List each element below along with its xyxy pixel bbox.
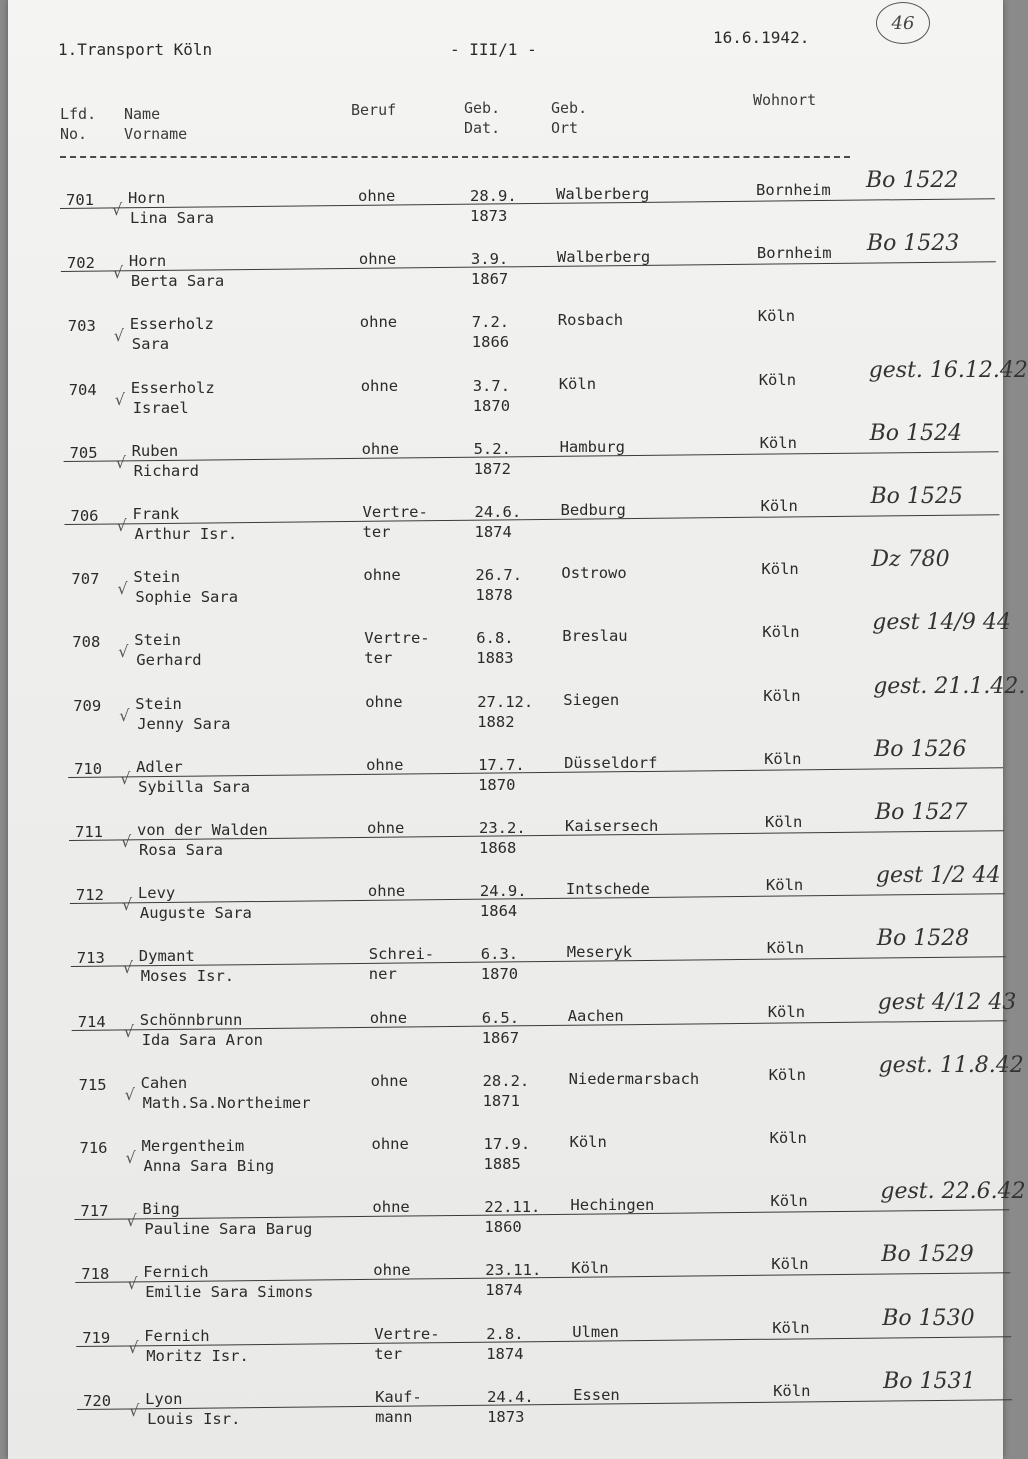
entry-row: [13, 547, 1008, 619]
handwritten-note: Bo 1530: [882, 1305, 975, 1331]
entry-profession: Vertre-: [374, 1324, 440, 1343]
check-mark-icon: √: [114, 389, 125, 409]
entry-residence: Köln: [767, 1002, 806, 1021]
entry-row: [13, 484, 1008, 556]
handwritten-note: gest 4/12 43: [877, 989, 1017, 1015]
entry-surname: Mergentheim: [141, 1137, 245, 1155]
entry-surname: Bing: [142, 1200, 180, 1219]
entry-given-name: Moritz Isr.: [146, 1346, 249, 1365]
entry-row: [10, 306, 1005, 366]
check-mark-icon: √: [126, 1211, 137, 1231]
entry-residence: Bornheim: [756, 244, 832, 263]
entry-birth-year: 1885: [483, 1155, 521, 1173]
entry-birth-place: Kaisersech: [565, 817, 659, 835]
entry-surname: Ruben: [131, 441, 179, 460]
section-label: - III/1 -: [450, 40, 537, 59]
entry-birth-place: Essen: [573, 1385, 620, 1404]
entry-residence: Köln: [770, 1192, 808, 1211]
entry-birth-place: Intschede: [565, 880, 650, 899]
entry-birth-place: Niedermarsbach: [568, 1069, 700, 1088]
handwritten-note: Bo 1527: [875, 800, 968, 825]
entry-residence: Köln: [765, 876, 804, 895]
entry-number: 709: [73, 696, 102, 715]
entry-birth-date: 3.9.: [470, 250, 509, 269]
entry-surname: Levy: [137, 884, 176, 903]
entry-birth-date: 6.3.: [480, 945, 519, 964]
entry-birth-place: Walberberg: [556, 185, 650, 203]
handwritten-note: Bo 1531: [883, 1368, 976, 1394]
entry-surname: von der Walden: [137, 821, 268, 839]
entry-given-name: Pauline Sara Barug: [144, 1220, 313, 1239]
entry-profession: ohne: [367, 882, 406, 901]
entry-given-name: Anna Sara Bing: [143, 1157, 275, 1175]
entry-profession: Schrei-: [368, 945, 435, 964]
entry-number: 705: [69, 443, 98, 462]
entry-birth-year: 1867: [470, 270, 509, 289]
handwritten-note: Dz 780: [871, 547, 950, 573]
entry-residence: Köln: [764, 749, 802, 768]
entry-birth-place: Aachen: [567, 1006, 624, 1025]
entry-row: [17, 800, 1012, 872]
entry-profession: ohne: [363, 566, 401, 585]
entry-number: 716: [79, 1139, 108, 1157]
entry-birth-year: 1874: [474, 523, 512, 541]
entry-birth-year: 1866: [471, 333, 510, 352]
entry-surname: Esserholz: [130, 378, 215, 397]
entry-given-name: Auguste Sara: [139, 904, 252, 923]
check-mark-icon: √: [119, 705, 130, 725]
column-geb-dat: Geb. Dat.: [464, 99, 501, 137]
column-lfd-no: Lfd. No.: [60, 105, 97, 143]
entry-birth-year: 1867: [481, 1028, 520, 1047]
entry-birth-year: 1870: [472, 396, 511, 415]
entry-profession: ohne: [372, 1198, 410, 1217]
entry-birth-year: 1871: [482, 1091, 520, 1110]
entry-row: [19, 926, 1014, 998]
entry-birth-place: Köln: [571, 1259, 609, 1278]
entry-birth-place: Meseryk: [566, 943, 633, 962]
entry-number: 703: [67, 317, 96, 336]
entry-profession: ohne: [370, 1071, 408, 1090]
entry-birth-place: Walberberg: [556, 248, 651, 267]
entry-birth-year: 1872: [473, 459, 511, 478]
entry-birth-place: Siegen: [563, 690, 620, 709]
entry-birth-place: Köln: [569, 1133, 607, 1151]
entry-row: [20, 989, 1017, 1062]
entry-surname: Horn: [128, 189, 166, 207]
entry-surname: Stein: [135, 694, 182, 713]
entry-profession: ohne: [369, 1008, 408, 1027]
entry-birth-date: 23.11.: [485, 1261, 542, 1280]
column-geb-ort: Geb. Ort: [551, 99, 588, 137]
entry-profession: Vertre-: [362, 503, 428, 521]
entry-residence: Köln: [760, 497, 798, 515]
entry-given-name: Berta Sara: [130, 272, 225, 291]
entry-surname: Horn: [128, 252, 167, 271]
entry-profession: ohne: [360, 376, 399, 395]
handwritten-note: gest 14/9 44: [872, 610, 1011, 636]
entry-birth-date: 3.7.: [472, 376, 511, 395]
entry-birth-place: Bedburg: [560, 501, 626, 519]
entry-given-name: Louis Isr.: [147, 1409, 241, 1428]
entry-number: 719: [82, 1328, 111, 1347]
entry-residence: Köln: [771, 1255, 809, 1274]
entry-birth-date: 7.2.: [471, 313, 510, 332]
entry-birth-date: 2.8.: [486, 1324, 524, 1343]
entry-birth-place: Ostrowo: [561, 564, 627, 583]
entry-residence: Köln: [763, 686, 801, 705]
strike-through-line: [64, 451, 999, 462]
entry-given-name: Sybilla Sara: [138, 777, 251, 796]
entry-birth-year: 1874: [485, 1281, 523, 1300]
entry-surname: Esserholz: [129, 315, 214, 334]
entry-row: [11, 357, 1028, 430]
entry-number: 720: [83, 1391, 112, 1410]
entry-row: [9, 231, 1004, 303]
entry-row: [23, 1242, 1018, 1314]
entry-profession-cont: ter: [364, 649, 393, 668]
transport-title: 1.Transport Köln: [58, 40, 213, 59]
entry-given-name: Jenny Sara: [137, 714, 231, 733]
entry-birth-date: 26.7.: [475, 566, 523, 585]
entry-row: [16, 736, 1011, 809]
entry-number: 712: [75, 886, 104, 905]
strike-through-line: [64, 514, 999, 525]
entry-birth-year: 1873: [487, 1407, 525, 1426]
entry-profession-cont: ter: [362, 523, 391, 541]
strike-through-line: [60, 198, 995, 209]
handwritten-note: Bo 1525: [870, 484, 963, 509]
check-mark-icon: √: [112, 200, 123, 219]
entry-birth-place: Rosbach: [557, 311, 624, 330]
entry-surname: Frank: [132, 505, 180, 523]
entry-birth-year: 1868: [479, 839, 517, 857]
entry-birth-year: 1864: [479, 902, 518, 921]
entry-residence: Köln: [758, 370, 797, 389]
entry-number: 707: [71, 570, 100, 589]
check-mark-icon: √: [121, 895, 133, 915]
check-mark-icon: √: [121, 832, 132, 851]
entry-profession: ohne: [367, 819, 405, 837]
entry-surname: Adler: [136, 757, 183, 776]
entry-birth-date: 5.2.: [473, 439, 511, 458]
entry-residence: Köln: [769, 1129, 807, 1147]
entry-birth-date: 6.8.: [476, 629, 514, 648]
entry-residence: Köln: [772, 1318, 810, 1337]
entry-birth-date: 28.9.: [470, 187, 517, 205]
handwritten-note: Bo 1523: [866, 231, 960, 257]
entry-birth-place: Köln: [558, 374, 597, 393]
entry-row: [12, 420, 1007, 493]
entry-row: [15, 673, 1026, 746]
handwritten-note: gest 1/2 44: [875, 863, 1001, 889]
entry-birth-date: 24.6.: [474, 503, 522, 521]
entry-profession-cont: ner: [368, 965, 397, 984]
column-name: Name Vorname: [124, 105, 188, 143]
entry-surname: Dymant: [138, 947, 195, 966]
entry-number: 714: [77, 1012, 106, 1031]
entry-row: [21, 1052, 1024, 1125]
handwritten-note: Bo 1529: [881, 1242, 974, 1268]
entry-profession-cont: mann: [375, 1407, 413, 1426]
entry-birth-date: 24.4.: [487, 1387, 534, 1406]
entry-birth-year: 1878: [475, 586, 513, 605]
entry-profession: ohne: [358, 187, 396, 205]
check-mark-icon: √: [116, 516, 127, 535]
entry-row: [22, 1128, 1017, 1188]
entry-given-name: Arthur Isr.: [134, 525, 238, 543]
entry-profession: ohne: [365, 692, 403, 711]
entry-profession: ohne: [366, 755, 404, 774]
entry-birth-place: Ulmen: [572, 1322, 619, 1341]
entry-given-name: Emilie Sara Simons: [145, 1283, 314, 1302]
handwritten-note: Bo 1528: [876, 926, 970, 952]
entry-surname: Schönnbrunn: [139, 1010, 243, 1029]
handwritten-note: gest. 22.6.42: [880, 1179, 1026, 1205]
check-mark-icon: √: [117, 579, 128, 599]
check-mark-icon: √: [123, 1021, 134, 1041]
entry-birth-place: Düsseldorf: [564, 753, 658, 772]
entry-birth-date: 22.11.: [484, 1198, 541, 1217]
check-mark-icon: √: [120, 768, 131, 788]
document-page: [8, 0, 1028, 1459]
entry-birth-date: 28.2.: [482, 1071, 530, 1090]
entry-birth-place: Hamburg: [559, 437, 625, 456]
entry-number: 710: [74, 759, 103, 778]
entry-profession: Vertre-: [364, 629, 430, 648]
entry-birth-year: 1883: [476, 649, 514, 668]
entry-birth-date: 17.7.: [478, 755, 525, 774]
strike-through-line: [68, 767, 1003, 778]
entry-residence: Bornheim: [756, 181, 831, 199]
check-mark-icon: √: [125, 1148, 136, 1167]
entry-given-name: Ida Sara Aron: [141, 1030, 264, 1049]
entry-profession: ohne: [373, 1261, 411, 1280]
entry-residence: Köln: [765, 813, 803, 831]
header-rule: [60, 156, 850, 158]
entry-residence: Köln: [762, 623, 800, 642]
entry-residence: Köln: [759, 433, 797, 452]
entry-surname: Stein: [133, 568, 181, 587]
entry-birth-date: 24.9.: [479, 882, 527, 901]
handwritten-note: gest. 16.12.42: [868, 357, 1028, 383]
entry-surname: Cahen: [140, 1073, 188, 1092]
entry-profession: Kauf-: [375, 1387, 422, 1406]
entry-given-name: Gerhard: [136, 651, 202, 670]
entry-number: 708: [72, 633, 101, 652]
entry-profession: ohne: [361, 439, 399, 458]
entry-surname: Lyon: [145, 1389, 183, 1408]
check-mark-icon: √: [127, 1274, 138, 1294]
entry-birth-year: 1873: [470, 207, 508, 225]
entry-birth-date: 17.9.: [483, 1135, 531, 1153]
entry-profession: ohne: [359, 313, 398, 332]
entry-given-name: Israel: [132, 398, 189, 417]
entry-birth-year: 1860: [484, 1218, 522, 1237]
page-number-stamp: 46: [876, 2, 930, 44]
entry-row: [14, 610, 1011, 682]
check-mark-icon: √: [112, 263, 124, 283]
handwritten-note: Bo 1526: [874, 736, 967, 762]
entry-given-name: Math.Sa.Northeimer: [142, 1093, 311, 1112]
entry-row: [24, 1305, 1019, 1378]
entry-residence: Köln: [757, 307, 796, 326]
entry-profession-cont: ter: [374, 1344, 403, 1363]
entry-given-name: Richard: [133, 461, 199, 480]
entry-birth-year: 1874: [486, 1344, 524, 1363]
entry-given-name: Sophie Sara: [135, 588, 239, 607]
check-mark-icon: √: [115, 452, 126, 472]
entry-residence: Köln: [773, 1381, 811, 1400]
strike-through-line: [77, 1399, 1012, 1410]
entry-given-name: Sara: [131, 335, 170, 354]
entry-number: 718: [81, 1265, 110, 1284]
check-mark-icon: √: [118, 642, 129, 662]
entry-birth-year: 1870: [478, 775, 516, 794]
entry-residence: Köln: [761, 560, 799, 579]
entry-profession: ohne: [358, 250, 397, 269]
strike-through-line: [76, 1336, 1011, 1347]
page-header: [8, 28, 1003, 70]
entry-birth-date: 27.12.: [477, 692, 534, 711]
entry-row: [8, 168, 1003, 240]
entry-number: 711: [75, 823, 103, 841]
entry-birth-year: 1882: [477, 712, 515, 731]
check-mark-icon: √: [128, 1337, 139, 1357]
entry-given-name: Lina Sara: [130, 209, 214, 227]
entry-row: [25, 1368, 1020, 1441]
entry-birth-place: Hechingen: [570, 1196, 655, 1215]
entry-surname: Stein: [134, 631, 181, 650]
entry-number: 715: [78, 1075, 107, 1094]
entry-number: 702: [66, 254, 95, 273]
entry-birth-year: 1870: [480, 965, 519, 984]
handwritten-note: Bo 1522: [866, 168, 959, 193]
entry-birth-date: 6.5.: [481, 1008, 520, 1027]
handwritten-note: gest. 11.8.42: [878, 1052, 1024, 1078]
entry-row: [18, 863, 1013, 935]
entry-given-name: Rosa Sara: [139, 841, 223, 859]
handwritten-note: gest. 21.1.42.: [873, 673, 1026, 699]
check-mark-icon: √: [129, 1400, 140, 1420]
entry-row: [22, 1179, 1026, 1251]
entry-birth-place: Breslau: [562, 627, 628, 646]
list-date: 16.6.1942.: [713, 28, 810, 47]
check-mark-icon: √: [124, 1084, 135, 1104]
column-beruf: Beruf: [351, 101, 397, 119]
entry-surname: Fernich: [144, 1326, 210, 1345]
entry-number: 706: [70, 507, 99, 525]
check-mark-icon: √: [122, 958, 134, 978]
handwritten-note: Bo 1524: [869, 420, 963, 446]
entry-number: 717: [80, 1202, 109, 1221]
entry-residence: Köln: [766, 939, 805, 958]
entry-surname: Fernich: [143, 1263, 209, 1282]
entry-number: 704: [68, 380, 97, 399]
entry-given-name: Moses Isr.: [140, 967, 235, 986]
entry-profession: ohne: [371, 1135, 409, 1153]
column-wohnort: Wohnort: [753, 91, 817, 109]
check-mark-icon: √: [113, 326, 125, 346]
entry-birth-date: 23.2.: [479, 819, 526, 837]
entry-number: 701: [66, 191, 94, 209]
entry-residence: Köln: [768, 1065, 806, 1084]
entry-number: 713: [76, 949, 105, 968]
